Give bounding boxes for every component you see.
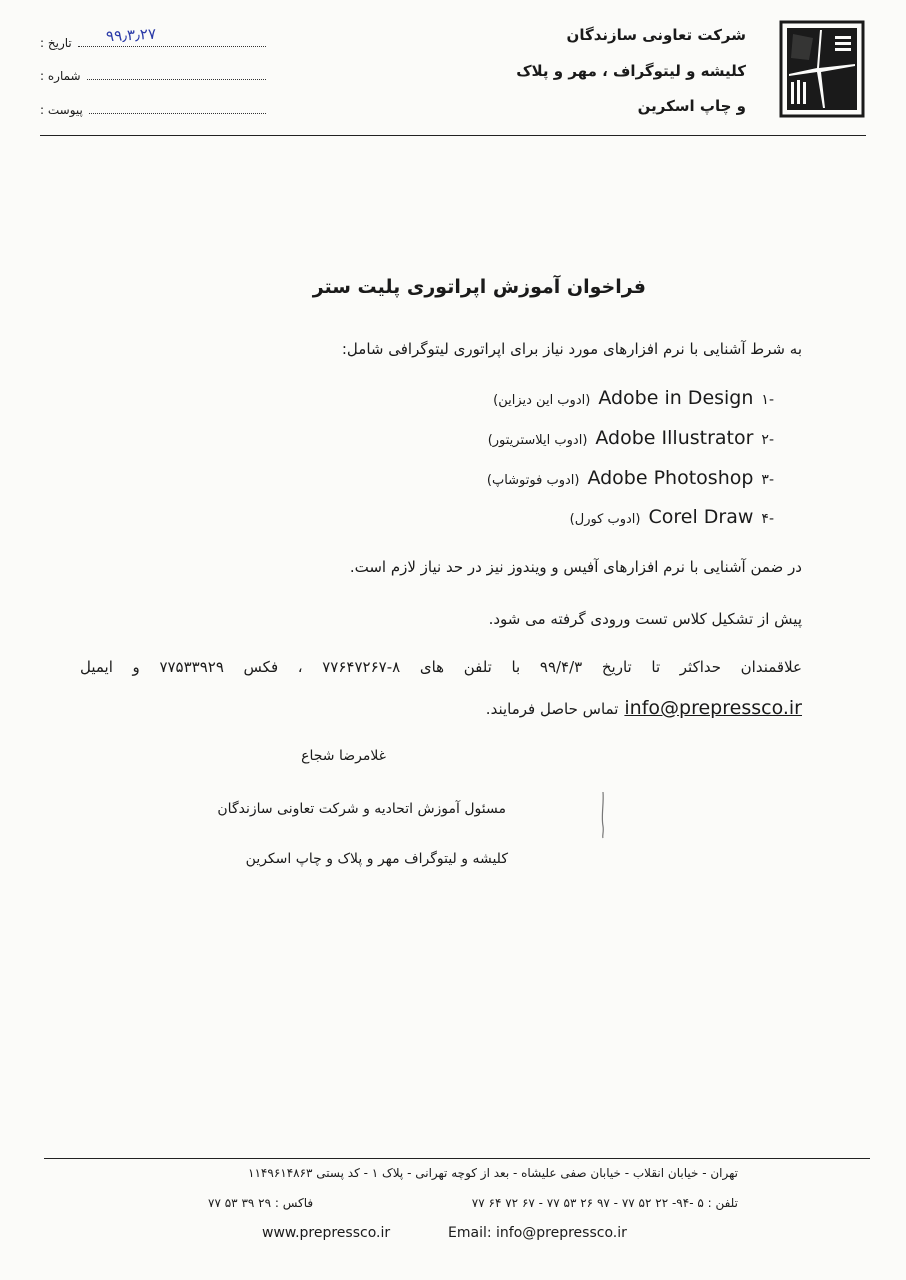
company-logo	[779, 20, 865, 118]
footer-fax: فاکس : ۲۹ ۳۹ ۵۳ ۷۷	[208, 1196, 314, 1210]
handwritten-date: ۹۹٫۳٫۲۷	[105, 24, 157, 46]
list-item-number: ۳-	[761, 472, 774, 488]
list-item	[493, 387, 774, 409]
list-item-english: Corel Draw	[648, 506, 754, 528]
list-item	[487, 467, 774, 489]
number-field	[40, 65, 270, 83]
footer-website: www.prepressco.ir	[262, 1225, 391, 1241]
signer-name: غلامرضا شجاع	[301, 748, 386, 764]
pen-mark	[598, 790, 608, 840]
list-item-number: ۲-	[761, 432, 774, 448]
contact-paragraph-line-1: علاقمندان حداکثر تا تاریخ ۹۹/۴/۳ با تلفن های ۸-۷۷۶۴۷۲۶۷ ، فکس ۷۷۵۳۳۹۲۹ و ایمیل	[80, 658, 802, 676]
company-name-line-3: و چاپ اسکرین	[637, 97, 746, 115]
footer-divider	[44, 1158, 870, 1159]
company-name-line-1: شرکت تعاونی سازندگان	[566, 26, 746, 44]
list-item-number: ۱-	[761, 392, 774, 408]
contact-email-link[interactable]: info@prepressco.ir	[624, 697, 802, 719]
list-item-english: Adobe Illustrator	[595, 427, 754, 449]
header-divider	[40, 135, 866, 136]
number-dotted-line	[87, 65, 266, 80]
attachment-dotted-line	[89, 99, 266, 114]
footer-address: تهران - خیابان انقلاب - خیابان صفی علیشاه - بعد از کوچه تهرانی - پلاک ۱ - کد پستی ۱۱۴۹۶۱۴۸۶۳	[248, 1166, 738, 1180]
number-label: شماره :	[40, 69, 81, 83]
date-dotted-line	[78, 24, 266, 47]
contact-paragraph-line-2	[486, 697, 802, 719]
intro-paragraph: به شرط آشنایی با نرم افزارهای مورد نیاز برای اپراتوری لیتوگرافی شامل:	[341, 340, 802, 358]
list-item-english: Adobe in Design	[598, 387, 754, 409]
list-item-persian: (ادوب کورل)	[569, 512, 641, 527]
date-label: تاریخ :	[40, 36, 72, 50]
list-item	[488, 427, 774, 449]
entrance-test-paragraph: پیش از تشکیل کلاس تست ورودی گرفته می شود.	[488, 610, 802, 628]
footer-email: Email: info@prepressco.ir	[448, 1225, 627, 1241]
list-item-number: ۴-	[761, 511, 774, 527]
attachment-label: پیوست :	[40, 103, 83, 117]
office-requirement-paragraph: در ضمن آشنایی با نرم افزارهای آفیس و ویندوز نیز در حد نیاز لازم است.	[349, 558, 802, 576]
attachment-field	[40, 99, 270, 117]
list-item-english: Adobe Photoshop	[587, 467, 754, 489]
date-field	[40, 24, 270, 50]
signer-role-line-1: مسئول آموزش اتحادیه و شرکت تعاونی سازندگان	[217, 801, 506, 817]
company-name-line-2: کلیشه و لیتوگراف ، مهر و پلاک	[516, 62, 746, 80]
contact-closing-text: تماس حاصل فرمایند.	[485, 700, 619, 718]
list-item-persian: (ادوب فوتوشاپ)	[486, 473, 580, 488]
signer-role-line-2: کلیشه و لیتوگراف مهر و پلاک و چاپ اسکرین	[245, 851, 508, 867]
footer-phones: تلفن : ۵ -۹۴- ۲۲ ۵۲ ۷۷ - ۹۷ ۲۶ ۵۳ ۷۷ - ۶۷ ۷۲ ۶۴ ۷۷	[471, 1196, 738, 1210]
document-title: فراخوان آموزش اپراتوری پلیت ستر	[312, 276, 646, 298]
list-item	[570, 506, 774, 528]
list-item-persian: (ادوب ایلاستریتور)	[487, 433, 588, 448]
list-item-persian: (ادوب این دیزاین)	[493, 393, 591, 408]
